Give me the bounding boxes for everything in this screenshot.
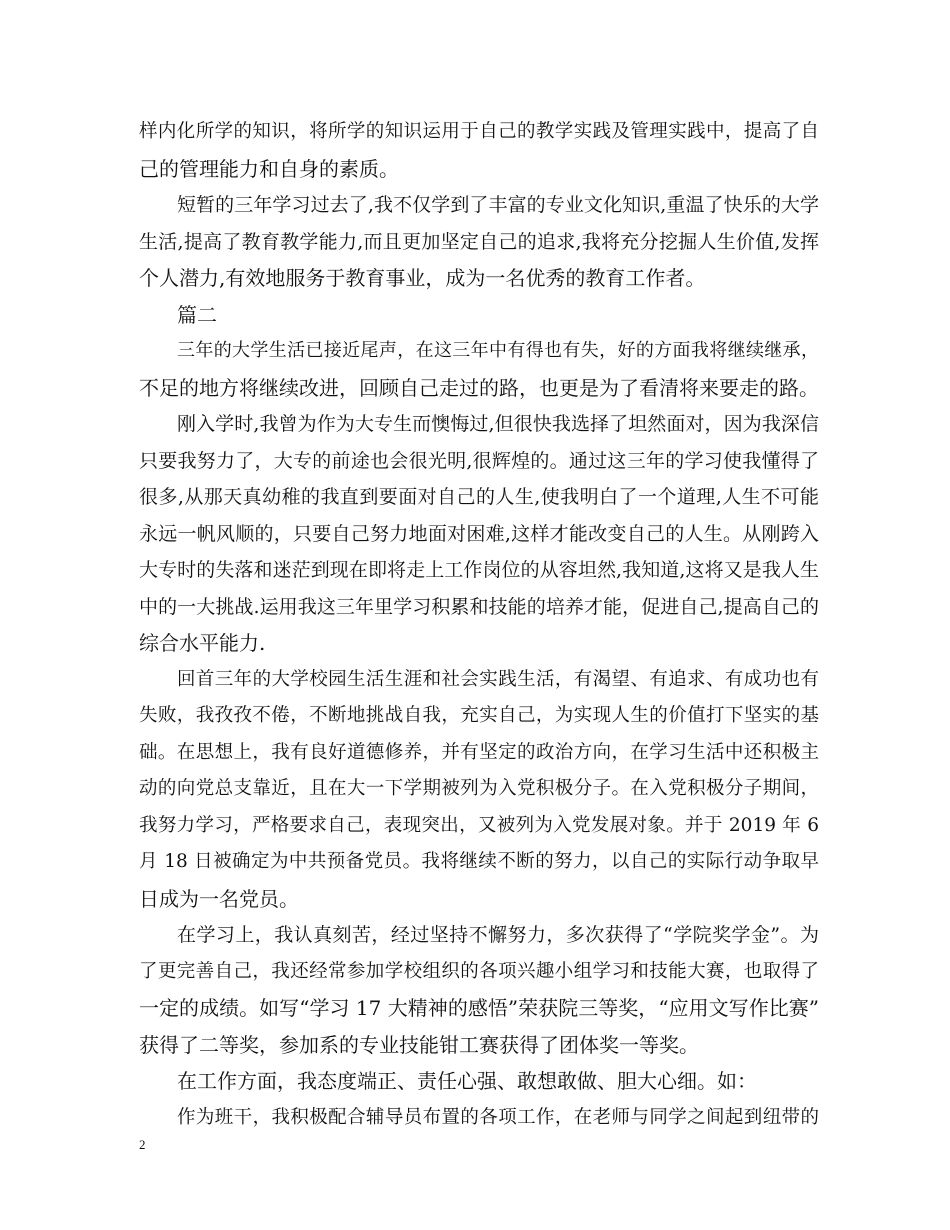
text-line: 我努力学习，严格要求自己，表现突出，又被列为入党发展对象。并于 2019 年 6 bbox=[139, 814, 819, 836]
text-line: 个人潜力,有效地服务于教育事业，成为一名优秀的教育工作者。 bbox=[139, 266, 706, 290]
text-line: 大专时的失落和迷茫到现在即将走上工作岗位的从容坦然,我知道,这将又是我人生 bbox=[139, 559, 819, 581]
text-line: 中的一大挑战.运用我这三年里学习积累和技能的培养才能，促进自己,提高自己的 bbox=[139, 595, 819, 618]
text-line: 样内化所学的知识，将所学的知识运用于自己的教学实践及管理实践中，提高了自 bbox=[139, 121, 819, 142]
text-line: 永远一帆风顺的，只要自己努力地面对困难,这样才能改变自己的人生。从刚跨入 bbox=[139, 522, 819, 545]
text-line: 失败，我孜孜不倦，不断地挑战自我，充实自己，为实现人生的价值打下坚实的基 bbox=[139, 705, 819, 726]
text-line: 只要我努力了，大专的前途也会很光明,很辉煌的。通过这三年的学习使我懂得了 bbox=[139, 449, 819, 472]
text-line: 在学习上，我认真刻苦，经过坚持不懈努力，多次获得了“学院奖学金”。为 bbox=[177, 924, 819, 946]
document-body bbox=[139, 114, 819, 1136]
text-line: 生活,提高了教育教学能力,而且更加坚定自己的追求,我将充分挖掘人生价值,发挥 bbox=[139, 230, 819, 253]
text-line: 获得了二等奖，参加系的专业技能钳工赛获得了团体奖一等奖。 bbox=[139, 1032, 699, 1057]
text-line: 一定的成绩。如写“学习 17 大精神的感悟”荣获院三等奖，“应用文写作比赛” bbox=[139, 996, 819, 1020]
text-line: 三年的大学生活已接近尾声，在这三年中有得也有失，好的方面我将继续继承， bbox=[177, 340, 819, 361]
text-line: 不足的地方将继续改进，回顾自己走过的路，也更是为了看清将来要走的路。 bbox=[139, 375, 819, 400]
text-line: 月 18 日被确定为中共预备党员。我将继续不断的努力，以自己的实际行动争取早 bbox=[139, 851, 819, 872]
text-line: 短暂的三年学习过去了,我不仅学到了丰富的专业文化知识,重温了快乐的大学 bbox=[177, 194, 819, 216]
text-line: 篇二 bbox=[177, 302, 217, 327]
text-line: 综合水平能力. bbox=[139, 631, 266, 655]
text-line: 己的管理能力和自身的素质。 bbox=[139, 156, 399, 181]
text-line: 作为班干，我积极配合辅导员布置的各项工作，在老师与同学之间起到纽带的 bbox=[177, 1106, 819, 1128]
text-line: 动的向党总支靠近，且在大一下学期被列为入党积极分子。在入党积极分子期间， bbox=[139, 778, 819, 799]
text-line: 在工作方面，我态度端正、责任心强、敢想敢做、胆大心细。如： bbox=[177, 1069, 757, 1093]
text-line: 础。在思想上，我有良好道德修养，并有坚定的政治方向，在学习生活中还积极主 bbox=[139, 741, 819, 763]
text-line: 了更完善自己，我还经常参加学校组织的各项兴趣小组学习和技能大赛，也取得了 bbox=[139, 960, 819, 982]
page-number: 2 bbox=[139, 1137, 146, 1152]
text-line: 回首三年的大学校园生活生涯和社会实践生活，有渴望、有追求、有成功也有 bbox=[177, 668, 819, 690]
text-line: 刚入学时,我曾为作为大专生而懊悔过,但很快我选择了坦然面对，因为我深信 bbox=[177, 413, 819, 435]
text-line: 很多,从那天真幼稚的我直到要面对自己的人生,使我明白了一个道理,人生不可能 bbox=[139, 486, 819, 508]
text-line: 日成为一名党员。 bbox=[139, 886, 299, 911]
